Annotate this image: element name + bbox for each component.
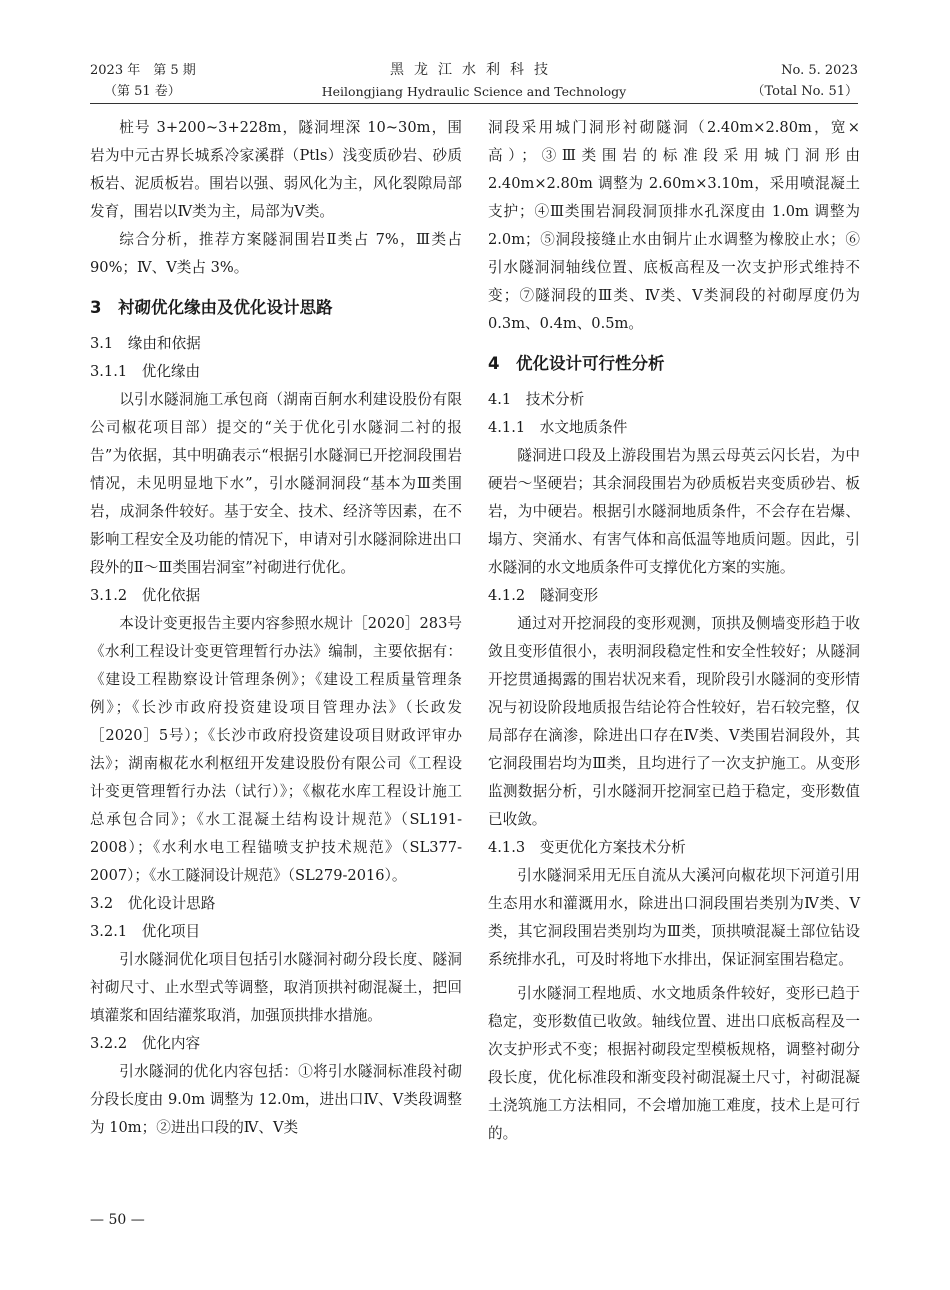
- paragraph: 综合分析，推荐方案隧洞围岩Ⅱ类占 7%，Ⅲ类占 90%；Ⅳ、Ⅴ类占 3%。: [90, 231, 462, 276]
- right-column: [488, 114, 860, 1148]
- paragraph: 引水隧洞优化项目包括引水隧洞衬砌分段长度、隧洞衬砌尺寸、止水型式等调整，取消顶拱衬砌混凝土，把回填灌浆和固结灌浆取消，加强顶拱排水措施。: [90, 951, 462, 1024]
- running-header: [90, 60, 858, 104]
- section-heading-3: 3 衬砌优化缘由及优化设计思路: [90, 298, 333, 317]
- subsection-heading-4-1: 4.1 技术分析: [488, 391, 585, 408]
- subsubsection-heading-3-1-2: 3.1.2 优化依据: [90, 587, 201, 604]
- paragraph: 桩号 3+200~3+228m，隧洞埋深 10~30m，围岩为中元古界长城系冷家溪群（Ptls）浅变质砂岩、砂质板岩、泥质板岩。围岩以强、弱风化为主，风化裂隙局部发育，围岩以Ⅳ类为主，局部为Ⅴ类。: [90, 119, 462, 220]
- header-rule: [90, 103, 858, 104]
- issue-number: No. 5. 2023: [781, 63, 858, 78]
- paragraph: 洞段采用城门洞形衬砌隧洞（2.40m×2.80m，宽×高）；③Ⅲ类围岩的标准段采用城门洞形由 2.40m×2.80m 调整为 2.60m×3.10m，采用喷混凝土支护；④Ⅲ类围岩洞段洞顶排水孔深度由 1.0m 调整为 2.0m；⑤洞段接缝止水由铜片止水调整为橡胶止水；⑥引水隧洞洞轴线位置、底板高程及一次支护形式维持不变；⑦隧洞段的Ⅲ类、Ⅳ类、Ⅴ类洞段的衬砌厚度仍为 0.3m、0.4m、0.5m。: [488, 119, 860, 332]
- paragraph: 本设计变更报告主要内容参照水规计［2020］283号《水利工程设计变更管理暂行办法》编制，主要依据有：《建设工程勘察设计管理条例》；《建设工程质量管理条例》；《长沙市政府投资建设项目管理办法》（长政发［2020］5号）；《长沙市政府投资建设项目财政评审办法》；湖南椒花水利枢纽开发建设股份有限公司《工程设计变更管理暂行办法（试行）》；《椒花水库工程设计施工总承包合同》；《水工混凝土结构设计规范》（SL191-2008）；《水利水电工程锚喷支护技术规范》（SL377-2007）；《水工隧洞设计规范》（SL279-2016）。: [90, 615, 462, 884]
- paragraph: 引水隧洞采用无压自流从大溪河向椒花坝下河道引用生态用水和灌溉用水，除进出口洞段围岩类别为Ⅳ类、Ⅴ类，其它洞段围岩类别均为Ⅲ类，顶拱喷混凝土部位钻设系统排水孔，可及时将地下水排出，保证洞室围岩稳定。: [488, 867, 860, 968]
- section-heading-4: 4 优化设计可行性分析: [488, 354, 665, 373]
- page-number: — 50 —: [90, 1212, 145, 1228]
- journal-title-cn: 黑龙江水利科技: [390, 62, 558, 78]
- subsubsection-heading-4-1-3: 4.1.3 变更优化方案技术分析: [488, 839, 686, 856]
- total-number: （Total No. 51）: [751, 84, 858, 99]
- subsection-heading-3-2: 3.2 优化设计思路: [90, 895, 216, 912]
- paragraph: 引水隧洞的优化内容包括：①将引水隧洞标准段衬砌分段长度由 9.0m 调整为 12.0m，进出口Ⅳ、Ⅴ类段调整为 10m；②进出口段的Ⅳ、Ⅴ类: [90, 1063, 462, 1136]
- header-right: [708, 60, 858, 102]
- subsubsection-heading-3-2-2: 3.2.2 优化内容: [90, 1035, 201, 1052]
- year-issue: 2023 年 第 5 期: [90, 63, 196, 78]
- subsubsection-heading-4-1-1: 4.1.1 水文地质条件: [488, 419, 628, 436]
- paragraph: 隧洞进口段及上游段围岩为黑云母英云闪长岩，为中硬岩～坚硬岩；其余洞段围岩为砂质板岩夹变质砂岩、板岩，为中硬岩。根据引水隧洞地质条件，不会存在岩爆、塌方、突涌水、有害气体和高低温等地质问题。因此，引水隧洞的水文地质条件可支撑优化方案的实施。: [488, 447, 860, 576]
- left-column: [90, 114, 462, 1142]
- paragraph: 引水隧洞工程地质、水文地质条件较好，变形已趋于稳定，变形数值已收敛。轴线位置、进出口底板高程及一次支护形式不变；根据衬砌段定型模板规格，调整衬砌分段长度，优化标准段和渐变段衬砌混凝土尺寸，衬砌混凝土浇筑施工方法相同，不会增加施工难度，技术上是可行的。: [488, 985, 860, 1142]
- journal-title-en: Heilongjiang Hydraulic Science and Technology: [321, 84, 627, 99]
- volume: （第 51 卷）: [104, 84, 181, 99]
- paragraph: 通过对开挖洞段的变形观测，顶拱及侧墙变形趋于收敛且变形值很小，表明洞段稳定性和安全性较好；从隧洞开挖贯通揭露的围岩状况来看，现阶段引水隧洞的变形情况与初设阶段地质报告结论符合性较好，岩石较完整，仅局部存在滴渗，除进出口存在Ⅳ类、Ⅴ类围岩洞段外，其它洞段围岩均为Ⅲ类，且均进行了一次支护施工。从变形监测数据分析，引水隧洞开挖洞室已趋于稳定，变形数值已收敛。: [488, 615, 860, 828]
- subsection-heading-3-1: 3.1 缘由和依据: [90, 335, 201, 352]
- subsubsection-heading-4-1-2: 4.1.2 隧洞变形: [488, 587, 599, 604]
- subsubsection-heading-3-2-1: 3.2.1 优化项目: [90, 923, 201, 940]
- subsubsection-heading-3-1-1: 3.1.1 优化缘由: [90, 363, 201, 380]
- paragraph: 以引水隧洞施工承包商（湖南百舸水利建设股份有限公司椒花项目部）提交的“关于优化引水隧洞二衬的报告”为依据，其中明确表示“根据引水隧洞已开挖洞段围岩情况，未见明显地下水”，引水隧洞洞段“基本为Ⅲ类围岩，成洞条件较好。基于安全、技术、经济等因素，在不影响工程安全及功能的情况下，申请对引水隧洞除进出口段外的Ⅱ～Ⅲ类围岩洞室”衬砌进行优化。: [90, 391, 462, 576]
